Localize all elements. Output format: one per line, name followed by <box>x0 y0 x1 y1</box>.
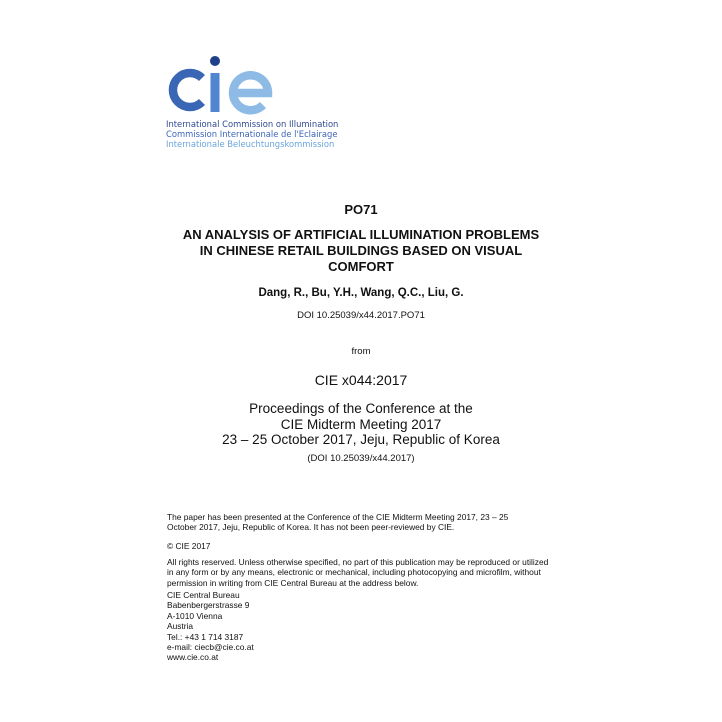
logo-letter-i <box>211 73 220 112</box>
title-line: COMFORT <box>328 259 394 274</box>
paper-code: PO71 <box>344 202 378 217</box>
proceedings-line: Proceedings of the Conference at the <box>249 401 473 416</box>
title-line: IN CHINESE RETAIL BUILDINGS BASED ON VISUAL <box>199 243 523 258</box>
logo-line-english: International Commission on Illumination <box>166 119 339 129</box>
address-line: CIE Central Bureau <box>167 590 240 600</box>
website-line: www.cie.co.at <box>167 652 219 663</box>
proceedings-line: CIE Midterm Meeting 2017 <box>280 416 442 432</box>
logo-letter-e <box>233 75 268 110</box>
rights-line: permission in writing from CIE Central Bureau at the address below. <box>167 577 419 588</box>
copyright: © CIE 2017 <box>167 541 211 551</box>
proceedings-line: 23 – 25 October 2017, Jeju, Republic of Korea <box>222 432 500 447</box>
address-line: A-1010 Vienna <box>167 610 223 621</box>
paper-title <box>120 227 602 275</box>
paper-doi: DOI 10.25039/x44.2017.PO71 <box>297 310 425 321</box>
rights-line: All rights reserved. Unless otherwise specified, no part of this publication may be reproduced or utilized <box>167 557 549 567</box>
logo-letter-c <box>173 73 202 107</box>
publication-code: CIE x044:2017 <box>314 372 408 388</box>
proceedings-info <box>120 401 602 448</box>
publication-doi: (DOI 10.25039/x44.2017) <box>307 453 415 464</box>
email-line: e-mail: ciecb@cie.co.at <box>167 642 254 653</box>
rights-line: in any form or by any means, electronic or mechanical, including photocopying and microfilm, without <box>167 567 541 578</box>
title-line: AN ANALYSIS OF ARTIFICIAL ILLUMINATION PROBLEMS <box>182 227 540 242</box>
address-line: Austria <box>167 621 194 632</box>
peer-review-note <box>167 512 567 533</box>
logo-line-german: Internationale Beleuchtungskommission <box>166 139 335 150</box>
address-line: Babenbergerstrasse 9 <box>167 600 250 611</box>
logo-line-french: Commission Internationale de l'Eclairage <box>166 129 338 140</box>
logo-text <box>166 119 356 150</box>
phone-line: Tel.: +43 1 714 3187 <box>167 631 244 642</box>
logo-dot <box>210 56 220 66</box>
from-label: from <box>351 346 371 357</box>
note-line: October 2017, Jeju, Republic of Korea. It has not been peer-reviewed by CIE. <box>167 522 455 533</box>
paper-authors: Dang, R., Bu, Y.H., Wang, Q.C., Liu, G. <box>258 287 464 299</box>
note-line: The paper has been presented at the Conference of the CIE Midterm Meeting 2017, 23 – 25 <box>167 512 509 522</box>
cie-wordmark-logo <box>166 55 276 115</box>
cie-logo <box>166 55 356 150</box>
rights-statement <box>167 557 567 588</box>
contact-address <box>167 590 567 663</box>
